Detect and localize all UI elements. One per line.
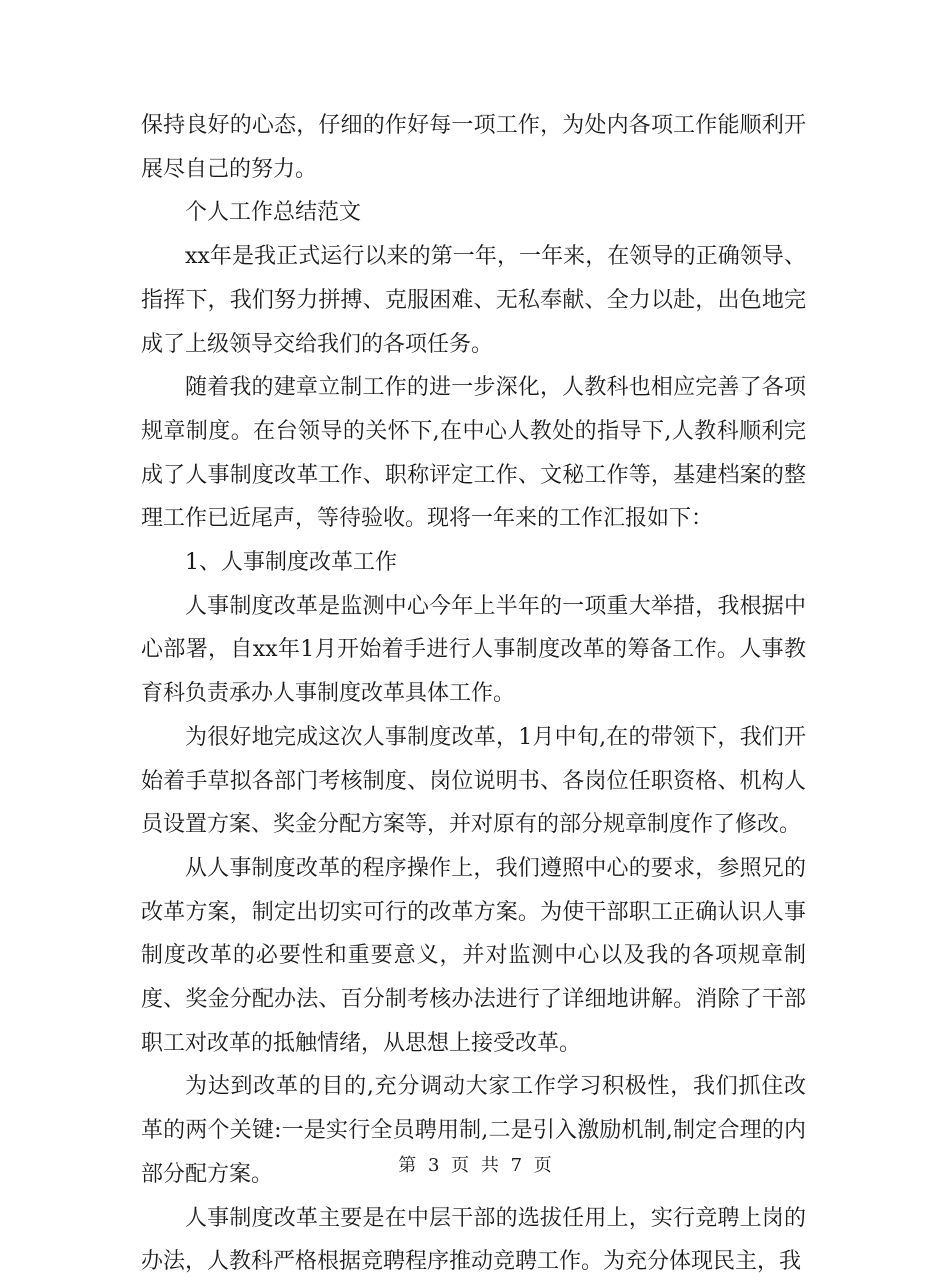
paragraph-9: 为达到改革的目的,充分调动大家工作学习积极性，我们抓住改革的两个关键:一是实行全员聘用制,二是引入激励机制,制定合理的内部分配方案。 <box>141 1074 806 1187</box>
paragraph-8: 从人事制度改革的程序操作上，我们遵照中心的要求，参照兄的改革方案，制定出切实可行的改革方案。为使干部职工正确认识人事制度改革的必要性和重要意义，并对监测中心以及我的各项规章制度、奖金分配办法、百分制考核办法进行了详细地讲解。消除了干部职工对改革的抵触情绪，从思想上接受改革。 <box>141 855 806 1056</box>
paragraph-4: 随着我的建章立制工作的进一步深化，人教科也相应完善了各项规章制度。在台领导的关怀下,在中心人教处的指导下,人教科顺利完成了人事制度改革工作、职称评定工作、文秘工作等，基建档案的整理工作已近尾声，等待验收。现将一年来的工作汇报如下： <box>141 375 806 532</box>
paragraph-10: 人事制度改革主要是在中层干部的选拔任用上，实行竞聘上岗的办法，人教科严格根据竞聘程序推动竞聘工作。为充分体现民主，我 <box>141 1205 806 1275</box>
document-body <box>141 104 806 1284</box>
paragraph-7: 为很好地完成这次人事制度改革，1月中旬,在的带领下，我们开始着手草拟各部门考核制度、岗位说明书、各岗位任职资格、机构人员设置方案、奖金分配方案等，并对原有的部分规章制度作了修改。 <box>141 724 806 838</box>
paragraph-1: 保持良好的心态，仔细的作好每一项工作，为处内各项工作能顺利开展尽自己的努力。 <box>141 113 806 182</box>
section-title: 个人工作总结范文 <box>185 200 362 226</box>
paragraph-6: 人事制度改革是监测中心今年上半年的一项重大举措，我根据中心部署，自xx年1月开始着手进行人事制度改革的筹备工作。人事教育科负责承办人事制度改革具体工作。 <box>141 593 806 707</box>
page-number-footer: 第 3 页 共 7 页 <box>398 1155 552 1176</box>
paragraph-3: xx年是我正式运行以来的第一年，一年来，在领导的正确领导、指挥下，我们努力拼搏、克服困难、无私奉献、全力以赴，出色地完成了上级领导交给我们的各项任务。 <box>141 244 806 357</box>
subsection-heading: 1、人事制度改革工作 <box>185 550 397 576</box>
